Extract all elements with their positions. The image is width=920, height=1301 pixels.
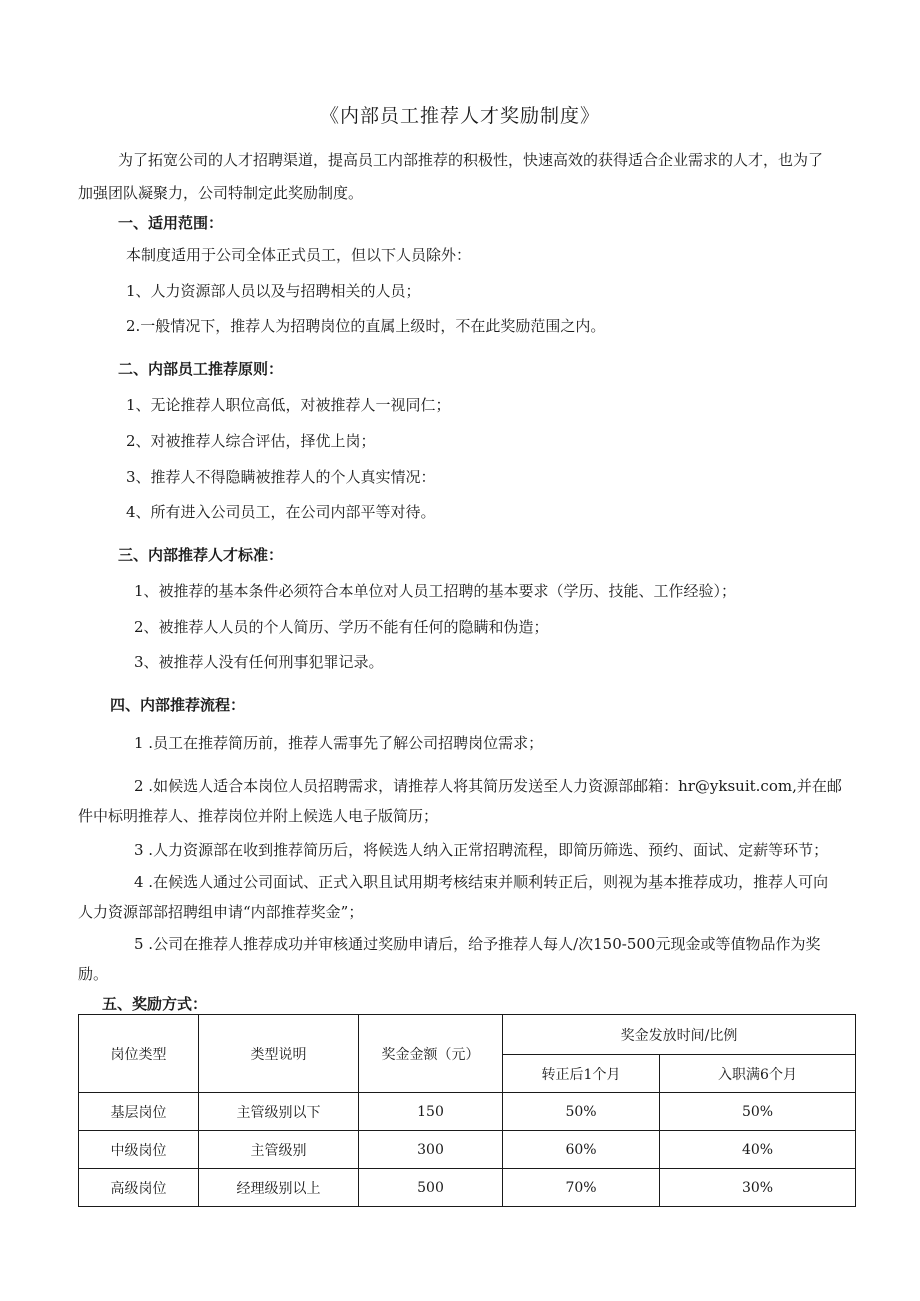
cell-ratio-1: 50%: [503, 1093, 660, 1131]
cell-ratio-2: 50%: [660, 1093, 856, 1131]
cell-desc: 主管级别: [199, 1131, 359, 1169]
cell-ratio-2: 30%: [660, 1169, 856, 1207]
table-row: [79, 1131, 856, 1169]
header-amount: 奖金金额（元）: [359, 1015, 503, 1093]
reward-table: [78, 1014, 856, 1207]
header-position-type: 岗位类型: [79, 1015, 199, 1093]
process-item: 2 .如候选人适合本岗位人员招聘需求，请推荐人将其简历发送至人力资源部邮箱：hr@yksuit.com,并在邮: [134, 777, 842, 795]
section-heading-process: 四、内部推荐流程：: [110, 696, 246, 714]
cell-amount: 300: [359, 1131, 503, 1169]
header-schedule: 奖金发放时间/比例: [503, 1015, 856, 1055]
standards-item: 3、被推荐人没有任何刑事犯罪记录。: [134, 653, 384, 671]
principles-item: 1、无论推荐人职位高低，对被推荐人一视同仁；: [126, 396, 451, 414]
cell-desc: 经理级别以上: [199, 1169, 359, 1207]
cell-amount: 500: [359, 1169, 503, 1207]
process-item: 4 .在候选人通过公司面试、正式入职且试用期考核结束并顺利转正后，则视为基本推荐成功，推荐人可向: [134, 873, 829, 891]
cell-ratio-1: 70%: [503, 1169, 660, 1207]
table-row: [79, 1169, 856, 1207]
header-after-regular: 转正后1个月: [503, 1055, 660, 1093]
process-item-continued: 人力资源部部招聘组申请“内部推荐奖金”；: [78, 903, 364, 921]
header-type-desc: 类型说明: [199, 1015, 359, 1093]
scope-lead: 本制度适用于公司全体正式员工，但以下人员除外：: [126, 246, 472, 264]
cell-ratio-1: 60%: [503, 1131, 660, 1169]
intro-line-1: 为了拓宽公司的人才招聘渠道，提高员工内部推荐的积极性，快速高效的获得适合企业需求的人才，也为了: [118, 151, 824, 169]
principles-item: 2、对被推荐人综合评估，择优上岗；: [126, 432, 376, 450]
cell-amount: 150: [359, 1093, 503, 1131]
section-heading-scope: 一、适用范围：: [118, 214, 224, 232]
standards-item: 1、被推荐的基本条件必须符合本单位对人员工招聘的基本要求（学历、技能、工作经验）；: [134, 582, 737, 600]
process-item: 5 .公司在推荐人推荐成功并审核通过奖励申请后，给予推荐人每人/次150-500元现金或等值物品作为奖: [134, 935, 821, 953]
section-heading-standards: 三、内部推荐人才标准：: [118, 546, 284, 564]
process-item: 3 .人力资源部在收到推荐简历后，将候选人纳入正常招聘流程，即简历筛选、预约、面试、定薪等环节；: [134, 841, 829, 859]
scope-item: 2.一般情况下，推荐人为招聘岗位的直属上级时，不在此奖励范围之内。: [126, 317, 606, 335]
principles-item: 4、所有进入公司员工，在公司内部平等对待。: [126, 503, 436, 521]
cell-position: 基层岗位: [79, 1093, 199, 1131]
process-item-continued: 励。: [78, 965, 109, 983]
header-after-6-months: 入职满6个月: [660, 1055, 856, 1093]
cell-ratio-2: 40%: [660, 1131, 856, 1169]
table-row: [79, 1093, 856, 1131]
section-heading-reward: 五、奖励方式：: [102, 995, 208, 1013]
intro-line-2: 加强团队凝聚力，公司特制定此奖励制度。: [78, 184, 364, 202]
cell-position: 高级岗位: [79, 1169, 199, 1207]
cell-desc: 主管级别以下: [199, 1093, 359, 1131]
page-title: 《内部员工推荐人才奖励制度》: [319, 105, 600, 127]
principles-item: 3、推荐人不得隐瞒被推荐人的个人真实情况：: [126, 468, 436, 486]
process-item: 1 .员工在推荐简历前，推荐人需事先了解公司招聘岗位需求；: [134, 734, 544, 752]
standards-item: 2、被推荐人人员的个人简历、学历不能有任何的隐瞒和伪造；: [134, 618, 549, 636]
scope-item: 1、人力资源部人员以及与招聘相关的人员；: [126, 282, 421, 300]
section-heading-principles: 二、内部员工推荐原则：: [118, 360, 284, 378]
process-item-continued: 件中标明推荐人、推荐岗位并附上候选人电子版简历；: [78, 807, 439, 825]
cell-position: 中级岗位: [79, 1131, 199, 1169]
